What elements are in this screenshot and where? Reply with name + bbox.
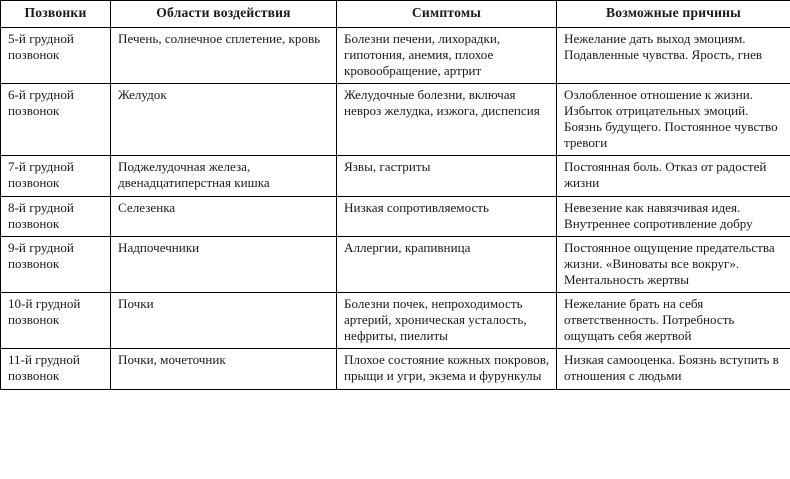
table-row xyxy=(1,293,790,349)
cell-areas: Селезенка xyxy=(111,196,337,236)
cell-causes: Постоянная боль. Отказ от радостей жизни xyxy=(557,156,790,196)
cell-symptoms: Низкая сопротивляемость xyxy=(337,196,557,236)
column-header-symptoms: Симптомы xyxy=(337,1,557,28)
cell-areas: Печень, солнечное сплетение, кровь xyxy=(111,27,337,83)
table-row xyxy=(1,236,790,292)
cell-causes: Постоянное ощущение предательства жизни. «Виноваты все вокруг». Ментальность жертвы xyxy=(557,236,790,292)
table-row xyxy=(1,84,790,156)
cell-symptoms: Аллергии, крапивница xyxy=(337,236,557,292)
table-row xyxy=(1,349,790,389)
cell-causes: Озлобленное отношение к жизни. Избыток отрицательных эмоций. Боязнь будущего. Постоянное чувство тревоги xyxy=(557,84,790,156)
cell-vertebra: 6-й грудной позвонок xyxy=(1,84,111,156)
cell-areas: Почки, мочеточник xyxy=(111,349,337,389)
table-body xyxy=(1,27,790,389)
column-header-areas: Области воздействия xyxy=(111,1,337,28)
cell-areas: Надпочечники xyxy=(111,236,337,292)
cell-vertebra: 11-й грудной позвонок xyxy=(1,349,111,389)
table-header xyxy=(1,1,790,28)
cell-areas: Поджелудочная железа, двенадцатиперстная кишка xyxy=(111,156,337,196)
cell-causes: Нежелание дать выход эмоциям. Подавленные чувства. Ярость, гнев xyxy=(557,27,790,83)
table-row xyxy=(1,156,790,196)
table-row xyxy=(1,196,790,236)
cell-areas: Желудок xyxy=(111,84,337,156)
cell-vertebra: 10-й грудной позвонок xyxy=(1,293,111,349)
cell-symptoms: Болезни почек, непроходимость артерий, хроническая усталость, нефриты, пиелиты xyxy=(337,293,557,349)
cell-areas: Почки xyxy=(111,293,337,349)
cell-vertebra: 7-й грудной позвонок xyxy=(1,156,111,196)
cell-causes: Нежелание брать на себя ответственность. Потребность ощущать себя жертвой xyxy=(557,293,790,349)
column-header-causes: Возможные причины xyxy=(557,1,790,28)
cell-vertebra: 8-й грудной позвонок xyxy=(1,196,111,236)
cell-symptoms: Желудочные болезни, включая невроз желудка, изжога, диспепсия xyxy=(337,84,557,156)
cell-vertebra: 9-й грудной позвонок xyxy=(1,236,111,292)
cell-symptoms: Плохое состояние кожных покровов, прыщи и угри, экзема и фурункулы xyxy=(337,349,557,389)
cell-vertebra: 5-й грудной позвонок xyxy=(1,27,111,83)
table-header-row xyxy=(1,1,790,28)
cell-symptoms: Болезни печени, лихорадки, гипотония, анемия, плохое кровообращение, артрит xyxy=(337,27,557,83)
column-header-vertebra: Позвонки xyxy=(1,1,111,28)
table-row xyxy=(1,27,790,83)
cell-causes: Низкая самооценка. Боязнь вступить в отношения с людьми xyxy=(557,349,790,389)
cell-symptoms: Язвы, гастриты xyxy=(337,156,557,196)
cell-causes: Невезение как навязчивая идея. Внутреннее сопротивление добру xyxy=(557,196,790,236)
